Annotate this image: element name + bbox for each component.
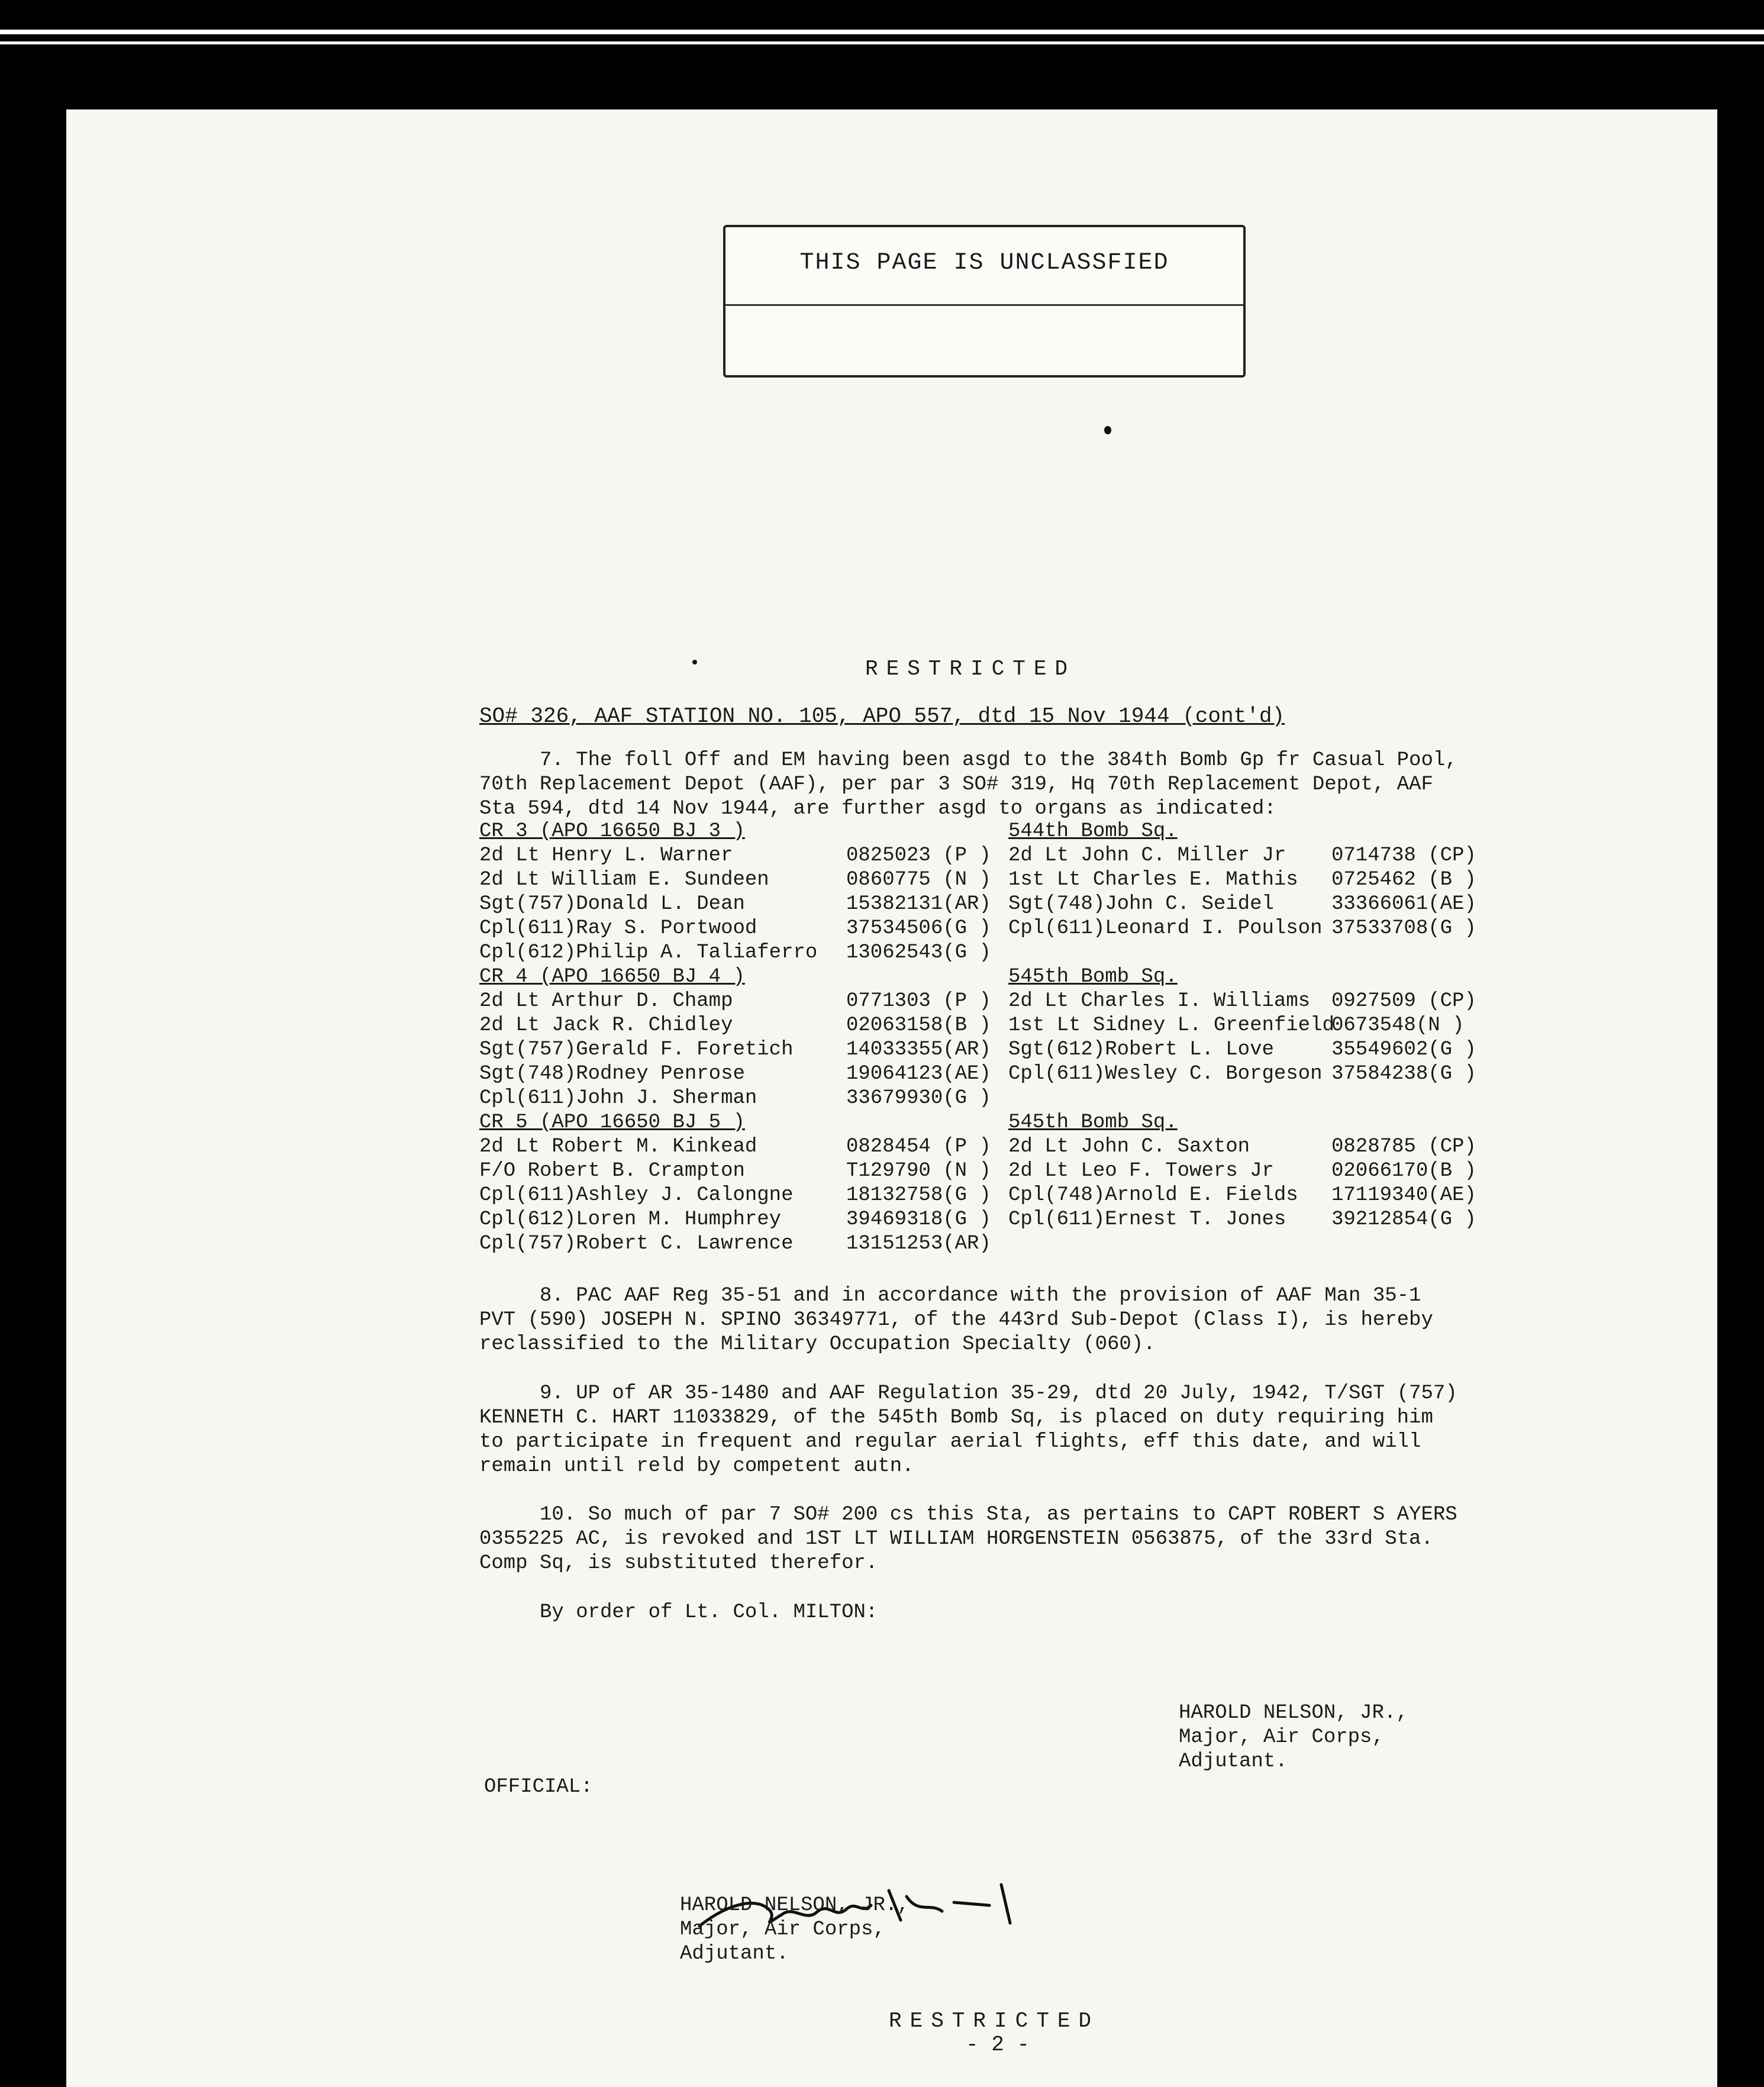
header-line: SO# 326, AAF STATION NO. 105, APO 557, dtd 15 Nov 1944 (cont'd) (479, 704, 1285, 728)
roster-serial: 02063158(B ) (846, 1014, 991, 1037)
roster-serial: 35549602(G ) (1331, 1038, 1476, 1061)
paragraph-line: to participate in frequent and regular aerial flights, eff this date, and will (479, 1431, 1421, 1453)
paragraph-line: reclassified to the Military Occupation Specialty (060). (479, 1333, 1156, 1356)
scan-border-line (0, 41, 1764, 44)
paragraph-line: 10. So much of par 7 SO# 200 cs this Sta, as pertains to CAPT ROBERT S AYERS (540, 1504, 1457, 1526)
roster-name: Sgt(757)Gerald F. Foretich (479, 1038, 794, 1061)
roster-serial: 18132758(G ) (846, 1184, 991, 1207)
stamp-text: THIS PAGE IS UNCLASSFIED (799, 250, 1169, 276)
roster-name: 1st Lt Charles E. Mathis (1008, 869, 1298, 891)
paragraph-line: Sta 594, dtd 14 Nov 1944, are further asgd to organs as indicated: (479, 798, 1276, 820)
paragraph-line: PVT (590) JOSEPH N. SPINO 36349771, of the 443rd Sub-Depot (Class I), is hereby (479, 1309, 1433, 1331)
roster-name: 2d Lt John C. Saxton (1008, 1136, 1250, 1158)
group-heading: 544th Bomb Sq. (1008, 820, 1178, 843)
signer-name: HAROLD NELSON, JR., (1179, 1702, 1408, 1724)
roster-serial: 15382131(AR) (846, 893, 991, 915)
roster-serial: 33366061(AE) (1331, 893, 1476, 915)
paragraph-line: 0355225 AC, is revoked and 1ST LT WILLIAM HORGENSTEIN 0563875, of the 33rd Sta. (479, 1528, 1433, 1550)
roster-name: Cpl(611)Ashley J. Calongne (479, 1184, 794, 1207)
page-number: - 2 - (966, 2033, 1030, 2057)
roster-serial: 37584238(G ) (1331, 1063, 1476, 1085)
unclassified-stamp (723, 225, 1246, 378)
signer-rank: Major, Air Corps, (1179, 1726, 1384, 1749)
roster-serial: 19064123(AE) (846, 1063, 991, 1085)
paragraph-line: 9. UP of AR 35-1480 and AAF Regulation 35-29, dtd 20 July, 1942, T/SGT (757) (540, 1382, 1457, 1405)
paragraph-line: 70th Replacement Depot (AAF), per par 3 SO# 319, Hq 70th Replacement Depot, AAF (479, 773, 1433, 796)
roster-serial: 0927509 (CP) (1331, 990, 1476, 1012)
classification-top: RESTRICTED (865, 657, 1076, 681)
roster-name: 2d Lt Charles I. Williams (1008, 990, 1311, 1012)
signer-title: Adjutant. (1179, 1750, 1288, 1773)
roster-name: 2d Lt John C. Miller Jr (1008, 844, 1286, 867)
group-heading: CR 5 (APO 16650 BJ 5 ) (479, 1111, 745, 1134)
paragraph-line: KENNETH C. HART 11033829, of the 545th Bomb Sq, is placed on duty requiring him (479, 1407, 1433, 1429)
official-label: OFFICIAL: (484, 1776, 593, 1798)
roster-serial: 17119340(AE) (1331, 1184, 1476, 1207)
roster-name: 2d Lt Arthur D. Champ (479, 990, 733, 1012)
roster-name: 2d Lt Robert M. Kinkead (479, 1136, 757, 1158)
roster-serial: 0725462 (B ) (1331, 869, 1476, 891)
roster-serial: 02066170(B ) (1331, 1160, 1476, 1182)
roster-name: Cpl(611)Leonard I. Poulson (1008, 917, 1323, 940)
roster-serial: 13151253(AR) (846, 1233, 991, 1255)
roster-name: Cpl(611)John J. Sherman (479, 1087, 757, 1109)
roster-name: Sgt(612)Robert L. Love (1008, 1038, 1274, 1061)
group-heading: CR 3 (APO 16650 BJ 3 ) (479, 820, 745, 843)
speck (1104, 426, 1111, 434)
roster-serial: 0673548(N ) (1331, 1014, 1465, 1037)
paragraph-line: remain until reld by competent autn. (479, 1455, 914, 1478)
roster-name: Cpl(748)Arnold E. Fields (1008, 1184, 1298, 1207)
roster-serial: 33679930(G ) (846, 1087, 991, 1109)
roster-serial: 0828785 (CP) (1331, 1136, 1476, 1158)
roster-name: Cpl(612)Loren M. Humphrey (479, 1208, 782, 1231)
roster-serial: 0828454 (P ) (846, 1136, 991, 1158)
stamp-lower-box (725, 304, 1243, 376)
roster-name: 2d Lt Leo F. Towers Jr (1008, 1160, 1274, 1182)
roster-serial: 37533708(G ) (1331, 917, 1476, 940)
roster-name: Cpl(757)Robert C. Lawrence (479, 1233, 794, 1255)
speck (692, 660, 697, 665)
roster-name: 2d Lt Henry L. Warner (479, 844, 733, 867)
roster-serial: 13062543(G ) (846, 941, 991, 964)
roster-serial: T129790 (N ) (846, 1160, 991, 1182)
roster-serial: 0771303 (P ) (846, 990, 991, 1012)
roster-serial: 39469318(G ) (846, 1208, 991, 1231)
roster-serial: 0714738 (CP) (1331, 844, 1476, 867)
roster-serial: 37534506(G ) (846, 917, 991, 940)
classification-bottom: RESTRICTED (889, 2009, 1100, 2033)
roster-name: Sgt(757)Donald L. Dean (479, 893, 745, 915)
signer-rank: Major, Air Corps, (680, 1918, 885, 1941)
paragraph-line: 7. The foll Off and EM having been asgd to the 384th Bomb Gp fr Casual Pool, (540, 749, 1457, 772)
roster-serial: 0825023 (P ) (846, 844, 991, 867)
roster-serial: 0860775 (N ) (846, 869, 991, 891)
group-heading: 545th Bomb Sq. (1008, 966, 1178, 988)
roster-name: 1st Lt Sidney L. Greenfield (1008, 1014, 1334, 1037)
paragraph-line: 8. PAC AAF Reg 35-51 and in accordance with the provision of AAF Man 35-1 (540, 1285, 1421, 1307)
signer-name: HAROLD NELSON, JR., (680, 1894, 910, 1917)
roster-name: Sgt(748)Rodney Penrose (479, 1063, 745, 1085)
roster-serial: 14033355(AR) (846, 1038, 991, 1061)
roster-name: 2d Lt William E. Sundeen (479, 869, 769, 891)
roster-name: Cpl(611)Ernest T. Jones (1008, 1208, 1286, 1231)
paragraph-line: Comp Sq, is substituted therefor. (479, 1552, 878, 1575)
roster-name: 2d Lt Jack R. Chidley (479, 1014, 733, 1037)
signer-title: Adjutant. (680, 1943, 789, 1965)
roster-name: Cpl(611)Wesley C. Borgeson (1008, 1063, 1323, 1085)
order-line: By order of Lt. Col. MILTON: (540, 1601, 878, 1624)
roster-name: Sgt(748)John C. Seidel (1008, 893, 1274, 915)
document-page (66, 109, 1717, 2087)
roster-name: Cpl(612)Philip A. Taliaferro (479, 941, 818, 964)
scan-border-line (0, 30, 1764, 34)
roster-name: Cpl(611)Ray S. Portwood (479, 917, 757, 940)
roster-name: F/O Robert B. Crampton (479, 1160, 745, 1182)
group-heading: 545th Bomb Sq. (1008, 1111, 1178, 1134)
group-heading: CR 4 (APO 16650 BJ 4 ) (479, 966, 745, 988)
roster-serial: 39212854(G ) (1331, 1208, 1476, 1231)
